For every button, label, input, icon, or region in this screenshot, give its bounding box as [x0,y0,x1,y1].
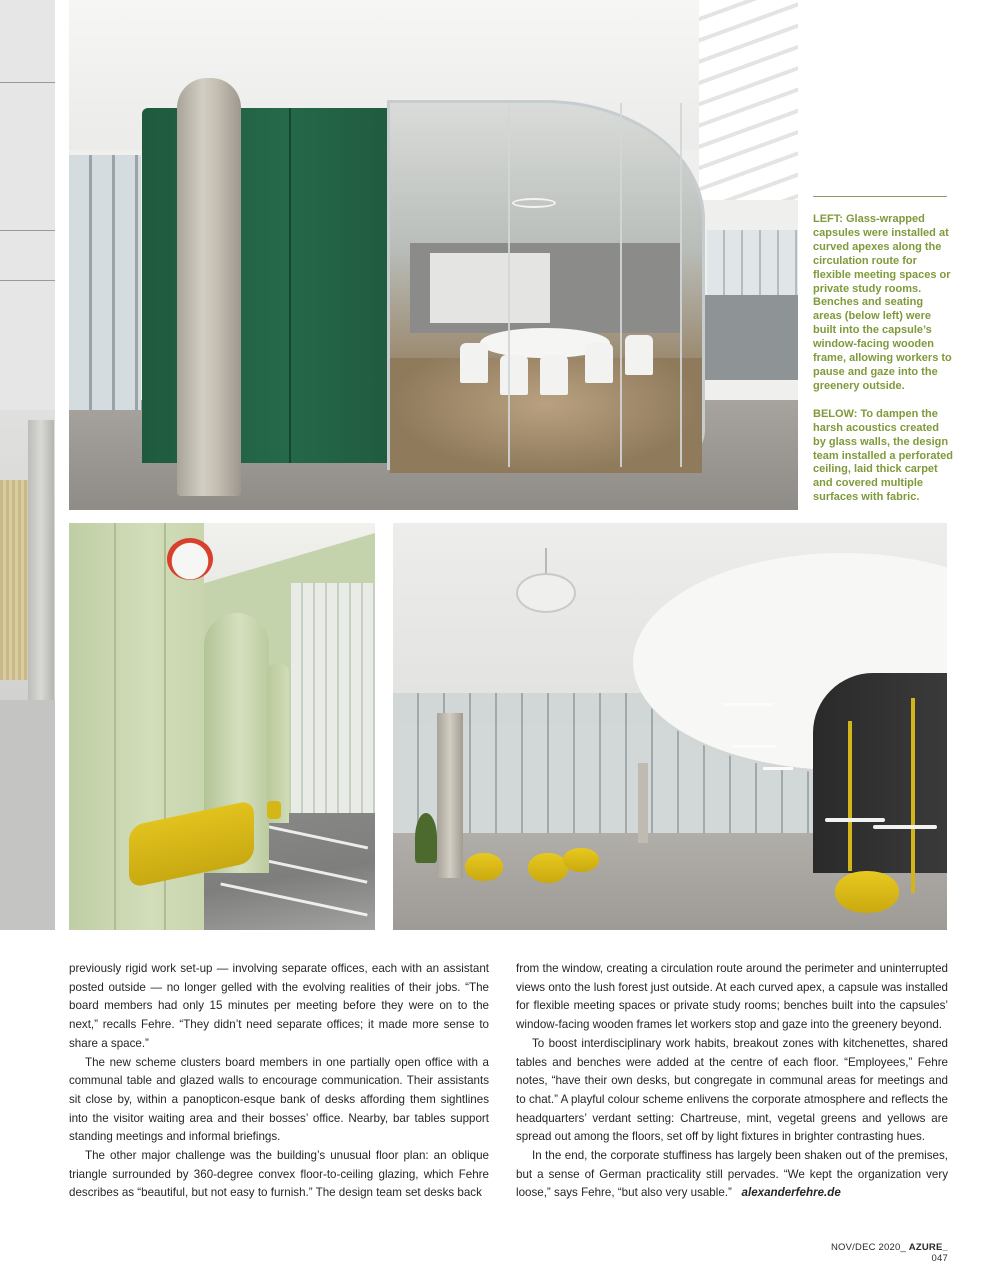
issue-date: NOV/DEC 2020_ [830,1242,906,1253]
paragraph-final-text: In the end, the corporate stuffiness has largely been shaken out of the premises, but a sense of German practicality still pervades. “We kept the organization very loose,” says Fehre, “but also very usable.” [516,1149,948,1200]
caption-below: BELOW: To dampen the harsh acoustics created by glass walls, the design team installed a perforated ceiling, laid thick carpet and covered multiple surfaces with fabric. [813,407,953,504]
photo-caption [813,213,953,505]
photo-glass-capsule [69,0,798,510]
plant [415,813,437,863]
paragraph-final [516,1147,948,1203]
glass-meeting-capsule [387,100,705,470]
previous-photo-edge [0,0,55,930]
credit-link[interactable]: alexanderfehre.de [741,1186,841,1200]
concrete-column [177,78,241,496]
paragraph: The new scheme clusters board members in one partially open office with a communal table and glazed walls to encourage communication. Their assistants sit close by, within a panopticon-esque bank of desks affording them sightlines into the visitor waiting area and their bosses’ office. Nearby, bar tables support standing meetings and informal briefings. [69,1055,489,1144]
caption-left: LEFT: Glass-wrapped capsules were installed at curved apexes along the circulation route for flexible meeting spaces or private study rooms. Benches and seating areas (below left) were built into the capsule’s window-facing wooden frame, allowing workers to pause and gaze into the greenery outside. [813,213,952,392]
article-column-right [516,960,948,1203]
photo-breakout-zone [393,523,947,930]
page-number: 047 [931,1253,948,1264]
page-folio [818,1242,948,1264]
article-column-left [69,960,489,1203]
concrete-column [437,713,463,878]
caption-rule [813,196,947,197]
paragraph: To boost interdisciplinary work habits, breakout zones with kitchenettes, shared tables and benches were added at the centre of each floor. “Employees,” Fehre notes, “have their own desks, but congregate in communal areas for meetings and to chat.” A playful colour scheme enlivens the corporate atmosphere and reflects the headquarters’ verdant setting: Chartreuse, mint, vegetal greens and yellows are spread out among the floors, set off by light fixtures in brighter contrasting hues. [516,1036,948,1144]
paragraph: previously rigid work set-up — involving separate offices, each with an assistant posted outside — no longer gelled with the evolving realities of their jobs. “The board members had only 15 minutes per meeting before they were on to the next,” recalls Fehre. “They didn’t need separate offices; it made more sense to share a space.” [69,962,489,1050]
pendant-lamp [516,573,576,613]
yellow-pouf [835,871,899,913]
red-ceiling-lamp [167,538,213,580]
black-acoustic-wall [813,673,947,873]
photo-corridor-bench [69,523,375,930]
paragraph: from the window, creating a circulation route around the perimeter and uninterrupted views onto the lush forest just outside. At each curved apex, a capsule was installed for flexible meeting spaces or private study rooms; benches built into the capsules’ window-facing wooden frames let workers stop and gaze into the greenery beyond. [516,962,948,1032]
paragraph: The other major challenge was the building’s unusual floor plan: an oblique triangle surrounded by 360-degree convex floor-to-ceiling glazing, which Fehre describes as “beautiful, but not easy to furnish.” The design team set desks back [69,1149,489,1200]
magazine-name: AZURE_ [908,1242,948,1253]
